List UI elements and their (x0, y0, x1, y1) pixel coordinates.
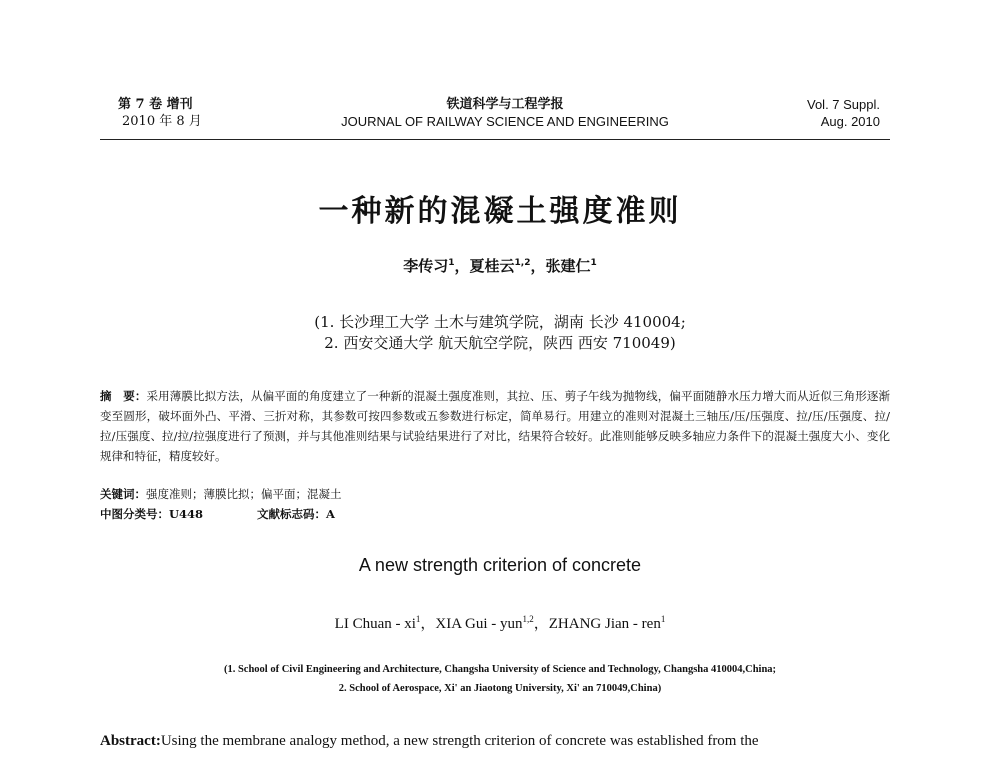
abstract-cn (100, 386, 890, 466)
abstract-label-cn: 摘 要： (100, 389, 147, 403)
abstract-label-en: Abstract: (100, 733, 161, 749)
author-separator: ， (454, 257, 470, 275)
affiliations-cn (0, 312, 1000, 354)
abstract-en (100, 730, 890, 752)
clc-label: 中图分类号： (100, 507, 169, 521)
author-affil-mark: 1,2 (514, 258, 531, 268)
author-separator: ， (420, 616, 436, 632)
author-name: ZHANG Jian - ren (548, 616, 661, 632)
abstract-text-cn: 采用薄膜比拟方法，从偏平面的角度建立了一种新的混凝土强度准则，其拉、压、剪子午线为抛物线，偏平面随静水压力增大而从近似三角形逐渐变至圆形，破坏面外凸、平滑、三折对称，其参数可按四参数或五参数进行标定，简单易行。用建立的准则对混凝土三轴压/压/压强度、拉/压/压强度、拉/拉/压强度、拉/拉/拉强度进行了预测，并与其他准则结果与试验结果进行了对比，结果符合较好。此准则能够反映多轴应力条件下的混凝土强度大小、变化规律和特征，精度较好。 (100, 389, 890, 463)
author-affil-mark: 1,2 (522, 614, 534, 624)
author-separator: ， (530, 257, 546, 275)
author-name: XIA Gui - yun (435, 616, 523, 632)
journal-name (300, 96, 710, 130)
author-affil-mark: 1 (660, 614, 666, 624)
journal-name-en: JOURNAL OF RAILWAY SCIENCE AND ENGINEERING (341, 114, 669, 129)
keywords-text: 强度准则；薄膜比拟；偏平面；混凝土 (146, 487, 342, 501)
volume-issue: 第 7 卷 增刊 (118, 97, 193, 112)
journal-name-cn: 铁道科学与工程学报 (446, 97, 564, 112)
author-list-cn (0, 255, 1000, 276)
document-code-label: 文献标志码： (257, 507, 327, 521)
affiliations-en (0, 660, 1000, 698)
issue-info-en (760, 96, 880, 130)
classification-line (100, 505, 890, 523)
author-affil-mark: 1 (448, 258, 455, 268)
keywords-label: 关键词： (100, 487, 146, 501)
affiliation-line: (1. 长沙理工大学 土木与建筑学院，湖南 长沙 410004; (314, 313, 686, 331)
affiliation-line: 2. 西安交通大学 航天航空学院，陕西 西安 710049) (324, 334, 676, 352)
affiliation-line: (1. School of Civil Engineering and Architecture, Changsha University of Science and Technology, Changsha 410004,China; (223, 664, 777, 675)
author-affil-mark: 1 (590, 258, 597, 268)
affiliation-line: 2. School of Aerospace, Xi' an Jiaotong University, Xi' an 710049,China) (338, 683, 662, 694)
abstract-text-en: Using the membrane analogy method, a new strength criterion of concrete was established from the (160, 733, 759, 749)
author-list-en (0, 612, 1000, 633)
author-separator: ， (533, 616, 549, 632)
author-name: 张建仁 (545, 257, 591, 275)
clc-value: U448 (169, 507, 204, 521)
author-name: 夏桂云 (469, 257, 515, 275)
volume-issue-en: Vol. 7 Suppl. (807, 97, 880, 112)
author-affil-mark: 1 (415, 614, 421, 624)
document-code-value: A (326, 507, 335, 521)
author-name: LI Chuan - xi (334, 616, 416, 632)
header-rule (100, 139, 890, 140)
keywords-cn (100, 485, 890, 503)
issue-date: 2010 年 8 月 (122, 114, 202, 129)
issue-info (118, 96, 238, 130)
paper-title-en: A new strength criterion of concrete (358, 555, 642, 575)
issue-date-en: Aug. 2010 (820, 114, 880, 129)
author-name: 李传习 (403, 257, 449, 275)
paper-title-cn: 一种新的混凝土强度准则 (318, 194, 682, 229)
